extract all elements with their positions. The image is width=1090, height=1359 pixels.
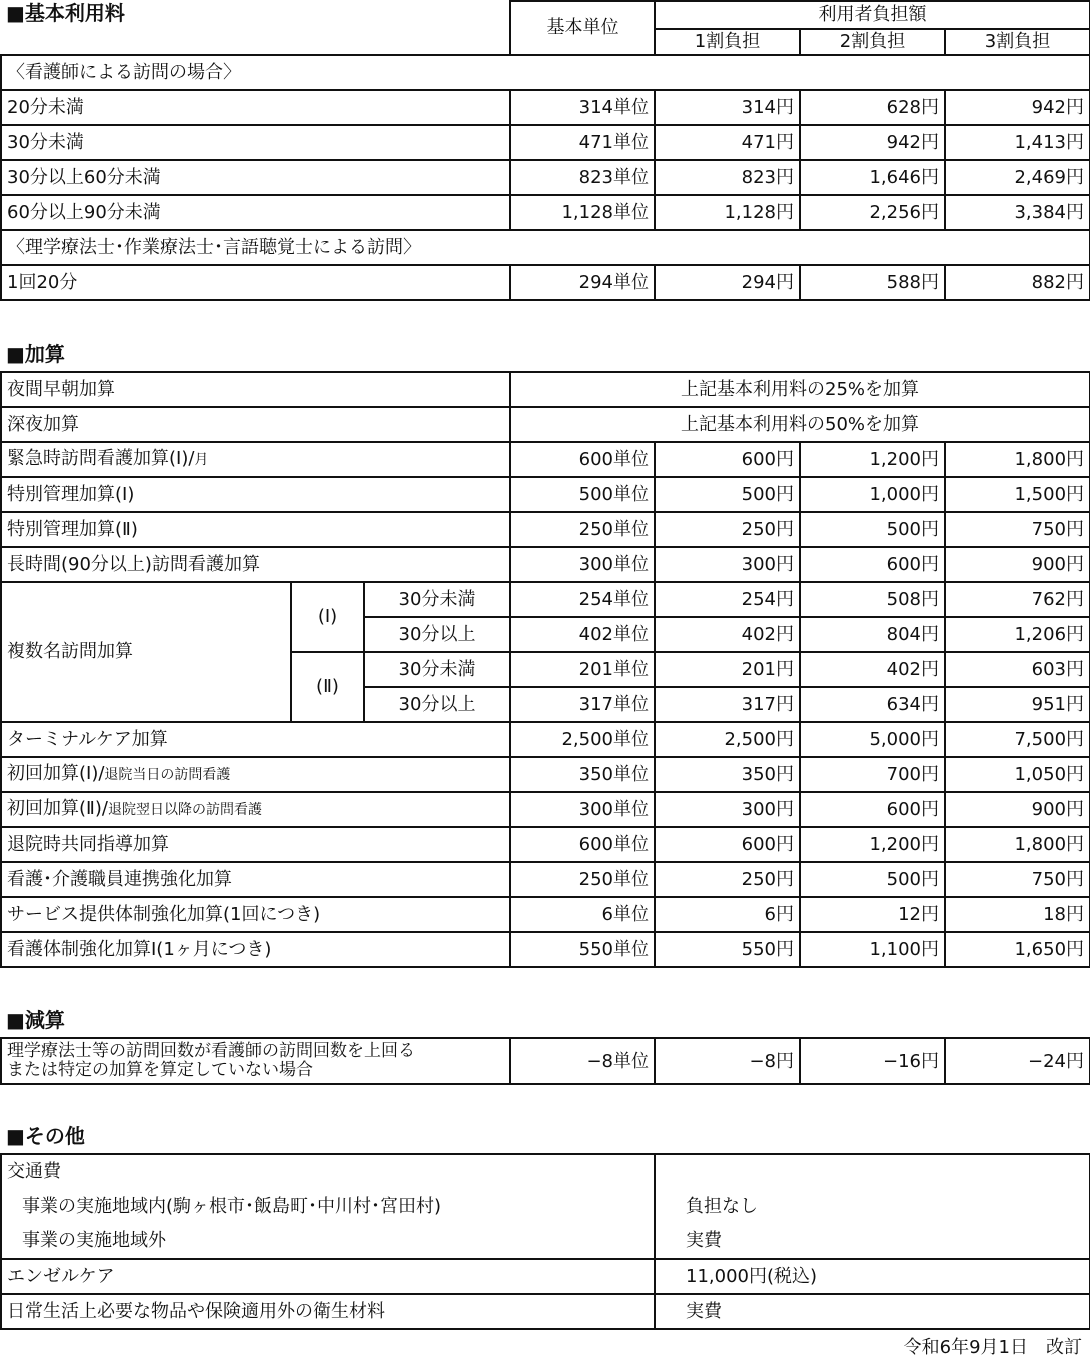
table-row	[1, 442, 1090, 477]
table-row	[1, 827, 1090, 862]
outside-area-label: 事業の実施地域外	[1, 1224, 655, 1259]
row-burden-1: 201円	[655, 652, 800, 687]
row-unit: 294単位	[510, 265, 655, 300]
row-unit: −8単位	[510, 1038, 655, 1084]
row-burden-2: 634円	[800, 687, 945, 722]
row-burden-3: 1,050円	[945, 757, 1090, 792]
row-burden-1: 294円	[655, 265, 800, 300]
row-burden-2: 588円	[800, 265, 945, 300]
angel-care-label: エンゼルケア	[1, 1259, 655, 1294]
table-row	[1, 512, 1090, 547]
row-burden-1: 600円	[655, 827, 800, 862]
row-burden-2: 500円	[800, 862, 945, 897]
row-burden-1: 550円	[655, 932, 800, 967]
multi-sub-label: 30分未満	[364, 582, 510, 617]
multi-group-1: (Ⅰ)	[291, 582, 364, 652]
row-label: 特別管理加算(Ⅱ)	[1, 512, 510, 547]
row-burden-2: 600円	[800, 792, 945, 827]
row-burden-3: 1,413円	[945, 125, 1090, 160]
row-burden-3: −24円	[945, 1038, 1090, 1084]
row-burden-2: −16円	[800, 1038, 945, 1084]
row-label: ターミナルケア加算	[1, 722, 510, 757]
row-burden-2: 1,200円	[800, 442, 945, 477]
table-row	[1, 547, 1090, 582]
row-burden-1: 254円	[655, 582, 800, 617]
table-row	[1, 932, 1090, 967]
row-label-note: 退院当日の訪問看護	[104, 767, 231, 783]
table-row	[1, 265, 1090, 300]
row-burden-2: 2,256円	[800, 195, 945, 230]
row-burden-2: 500円	[800, 512, 945, 547]
row-label: 1回20分	[1, 265, 510, 300]
row-burden-3: 750円	[945, 512, 1090, 547]
basic-fee-title: ■基本利用料	[1, 1, 510, 55]
table-row	[1, 722, 1090, 757]
row-burden-2: 700円	[800, 757, 945, 792]
table-row	[1, 897, 1090, 932]
row-label-note: 退院翌日以降の訪問看護	[107, 802, 262, 818]
row-label: 30分以上60分未満	[1, 160, 510, 195]
multi-sub-label: 30分以上	[364, 617, 510, 652]
other-title: ■その他	[6, 1124, 85, 1148]
row-unit: 600単位	[510, 442, 655, 477]
additions-table	[0, 371, 1090, 968]
row-burden-2: 1,100円	[800, 932, 945, 967]
row-unit: 550単位	[510, 932, 655, 967]
supplies-label: 日常生活上必要な物品や保険適用外の衛生材料	[1, 1294, 655, 1329]
row-burden-1: 300円	[655, 792, 800, 827]
row-unit: 500単位	[510, 477, 655, 512]
supplies-value: 実費	[655, 1294, 1090, 1329]
row-unit: 254単位	[510, 582, 655, 617]
row-burden-3: 1,800円	[945, 442, 1090, 477]
row-burden-1: 471円	[655, 125, 800, 160]
table-row	[1, 582, 1090, 617]
row-unit: 317単位	[510, 687, 655, 722]
row-burden-1: 2,500円	[655, 722, 800, 757]
row-burden-2: 12円	[800, 897, 945, 932]
row-burden-2: 402円	[800, 652, 945, 687]
unit-column-header: 基本単位	[510, 1, 655, 55]
row-burden-3: 942円	[945, 90, 1090, 125]
section-therapist-label: 〈理学療法士･作業療法士･言語聴覚士による訪問〉	[1, 230, 1090, 265]
row-unit: 250単位	[510, 862, 655, 897]
row-burden-1: 823円	[655, 160, 800, 195]
row-label: 退院時共同指導加算	[1, 827, 510, 862]
table-row	[1, 195, 1090, 230]
row-label	[1, 757, 510, 792]
multi-visit-label: 複数名訪問加算	[1, 582, 291, 722]
row-label-main: 初回加算(Ⅱ)/	[7, 798, 108, 819]
table-row	[1, 160, 1090, 195]
midnight-label: 深夜加算	[1, 407, 510, 442]
row-label-main: 初回加算(Ⅰ)/	[7, 763, 105, 784]
midnight-note: 上記基本利用料の50%を加算	[510, 407, 1090, 442]
row-burden-2: 508円	[800, 582, 945, 617]
row-burden-3: 882円	[945, 265, 1090, 300]
row-burden-3: 18円	[945, 897, 1090, 932]
other-table	[0, 1153, 1090, 1330]
reduction-label-line1: 理学療法士等の訪問回数が看護師の訪問回数を上回る	[7, 1041, 415, 1061]
row-label-note: 月	[194, 452, 209, 468]
row-unit: 823単位	[510, 160, 655, 195]
row-burden-3: 3,384円	[945, 195, 1090, 230]
row-burden-2: 628円	[800, 90, 945, 125]
table-row	[1, 862, 1090, 897]
row-burden-1: 300円	[655, 547, 800, 582]
row-burden-1: 317円	[655, 687, 800, 722]
row-label: 長時間(90分以上)訪問看護加算	[1, 547, 510, 582]
transport-label: 交通費	[1, 1154, 655, 1189]
row-burden-2: 1,646円	[800, 160, 945, 195]
row-burden-2: 1,200円	[800, 827, 945, 862]
row-unit: 2,500単位	[510, 722, 655, 757]
angel-care-value: 11,000円(税込)	[655, 1259, 1090, 1294]
inside-area-value: 負担なし	[655, 1189, 1090, 1224]
row-label: サービス提供体制強化加算(1回につき)	[1, 897, 510, 932]
row-burden-1: −8円	[655, 1038, 800, 1084]
row-burden-3: 750円	[945, 862, 1090, 897]
row-unit: 1,128単位	[510, 195, 655, 230]
additions-title: ■加算	[6, 342, 65, 366]
table-row	[1, 477, 1090, 512]
row-burden-3: 1,800円	[945, 827, 1090, 862]
row-unit: 471単位	[510, 125, 655, 160]
reduction-table	[0, 1037, 1090, 1085]
row-burden-2: 804円	[800, 617, 945, 652]
row-burden-3: 1,500円	[945, 477, 1090, 512]
row-label: 60分以上90分未満	[1, 195, 510, 230]
burden-3-header: 3割負担	[945, 29, 1090, 55]
row-label	[1, 442, 510, 477]
burden-1-header: 1割負担	[655, 29, 800, 55]
row-burden-1: 500円	[655, 477, 800, 512]
row-unit: 600単位	[510, 827, 655, 862]
burden-2-header: 2割負担	[800, 29, 945, 55]
table-row	[1, 792, 1090, 827]
row-label: 30分未満	[1, 125, 510, 160]
table-row	[1, 90, 1090, 125]
multi-sub-label: 30分以上	[364, 687, 510, 722]
outside-area-value: 実費	[655, 1224, 1090, 1259]
row-burden-1: 350円	[655, 757, 800, 792]
inside-area-label: 事業の実施地域内(駒ヶ根市･飯島町･中川村･宮田村)	[1, 1189, 655, 1224]
row-unit: 350単位	[510, 757, 655, 792]
burden-group-header: 利用者負担額	[655, 1, 1090, 29]
row-label-main: 緊急時訪問看護加算(Ⅰ)/	[7, 448, 195, 469]
row-burden-3: 2,469円	[945, 160, 1090, 195]
night-note: 上記基本利用料の25%を加算	[510, 372, 1090, 407]
table-row	[1, 125, 1090, 160]
row-burden-1: 600円	[655, 442, 800, 477]
row-burden-1: 402円	[655, 617, 800, 652]
row-burden-3: 1,650円	[945, 932, 1090, 967]
basic-fee-table	[0, 0, 1090, 301]
section-nurse-label: 〈看護師による訪問の場合〉	[1, 55, 1090, 90]
table-row	[1, 757, 1090, 792]
row-unit: 402単位	[510, 617, 655, 652]
row-burden-2: 942円	[800, 125, 945, 160]
row-label: 看護体制強化加算Ⅰ(1ヶ月につき)	[1, 932, 510, 967]
row-unit: 6単位	[510, 897, 655, 932]
reduction-label-line2: または特定の加算を算定していない場合	[7, 1060, 313, 1080]
row-unit: 300単位	[510, 547, 655, 582]
row-label: 20分未満	[1, 90, 510, 125]
multi-group-2: (Ⅱ)	[291, 652, 364, 722]
row-unit: 314単位	[510, 90, 655, 125]
row-unit: 300単位	[510, 792, 655, 827]
row-label: 特別管理加算(Ⅰ)	[1, 477, 510, 512]
row-burden-1: 6円	[655, 897, 800, 932]
row-burden-3: 762円	[945, 582, 1090, 617]
transport-value-empty	[655, 1154, 1090, 1189]
row-burden-3: 900円	[945, 547, 1090, 582]
row-label	[1, 792, 510, 827]
row-burden-2: 1,000円	[800, 477, 945, 512]
night-label: 夜間早朝加算	[1, 372, 510, 407]
table-row	[1, 1038, 1090, 1084]
reduction-title: ■減算	[6, 1008, 65, 1032]
revision-date: 令和6年9月1日 改訂	[903, 1337, 1082, 1358]
row-burden-3: 7,500円	[945, 722, 1090, 757]
row-burden-1: 250円	[655, 862, 800, 897]
row-burden-3: 900円	[945, 792, 1090, 827]
row-burden-3: 1,206円	[945, 617, 1090, 652]
reduction-label	[1, 1038, 510, 1084]
row-label: 看護･介護職員連携強化加算	[1, 862, 510, 897]
row-burden-2: 600円	[800, 547, 945, 582]
row-burden-1: 250円	[655, 512, 800, 547]
row-unit: 201単位	[510, 652, 655, 687]
row-burden-3: 603円	[945, 652, 1090, 687]
row-burden-2: 5,000円	[800, 722, 945, 757]
row-burden-3: 951円	[945, 687, 1090, 722]
row-unit: 250単位	[510, 512, 655, 547]
row-burden-1: 314円	[655, 90, 800, 125]
multi-sub-label: 30分未満	[364, 652, 510, 687]
row-burden-1: 1,128円	[655, 195, 800, 230]
